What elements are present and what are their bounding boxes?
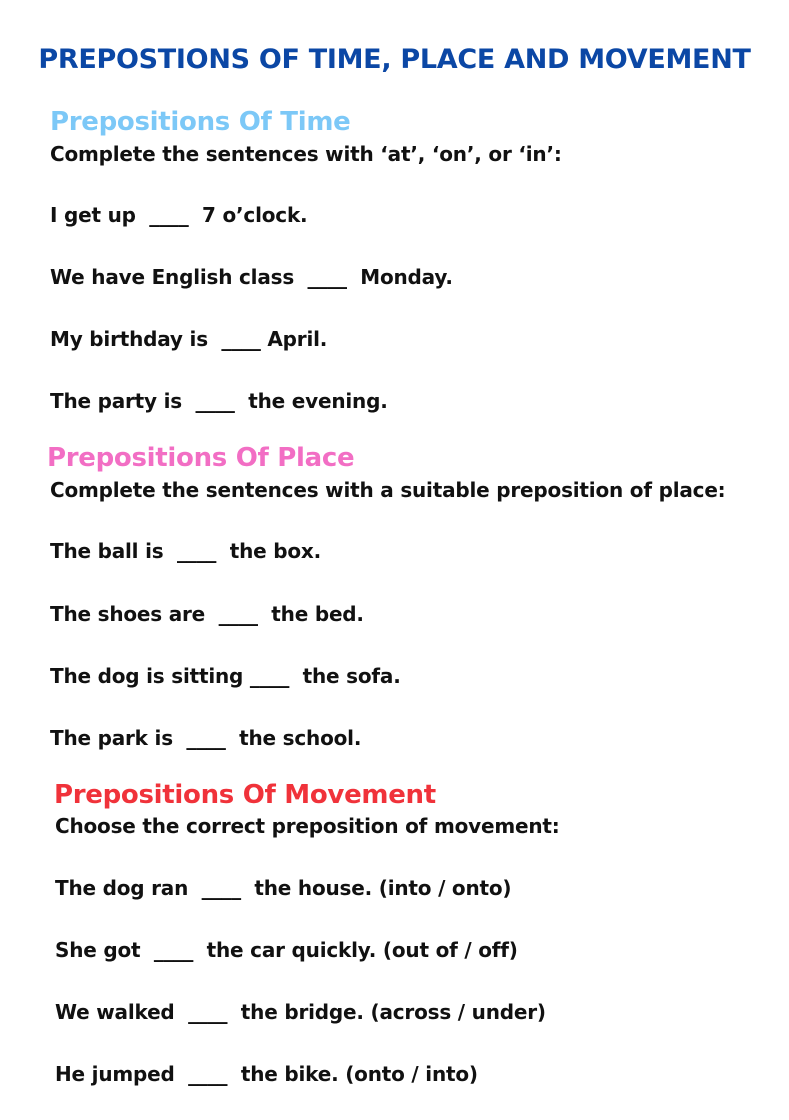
- sentence-place-3: The dog is sitting ____ the sofa.: [50, 664, 401, 688]
- instruction-movement: Choose the correct preposition of movement:: [55, 814, 560, 838]
- sentence-place-4: The park is ____ the school.: [50, 726, 362, 750]
- sentence-place-2: The shoes are ____ the bed.: [50, 602, 364, 626]
- sentence-movement-2: She got ____ the car quickly. (out of / off): [55, 938, 518, 962]
- section-heading-movement: Prepositions Of Movement: [54, 780, 436, 810]
- section-heading-place: Prepositions Of Place: [47, 443, 355, 473]
- instruction-place: Complete the sentences with a suitable preposition of place:: [50, 478, 726, 502]
- sentence-time-4: The party is ____ the evening.: [50, 389, 388, 413]
- page-title: PREPOSTIONS OF TIME, PLACE AND MOVEMENT: [38, 44, 751, 75]
- instruction-time: Complete the sentences with ‘at’, ‘on’, or ‘in’:: [50, 142, 562, 166]
- sentence-movement-3: We walked ____ the bridge. (across / under): [55, 1000, 546, 1024]
- sentence-place-1: The ball is ____ the box.: [50, 539, 321, 563]
- sentence-time-2: We have English class ____ Monday.: [50, 265, 453, 289]
- sentence-movement-1: The dog ran ____ the house. (into / onto): [55, 876, 512, 900]
- sentence-time-1: I get up ____ 7 o’clock.: [50, 203, 308, 227]
- sentence-time-3: My birthday is ____ April.: [50, 327, 328, 351]
- section-heading-time: Prepositions Of Time: [50, 107, 351, 137]
- sentence-movement-4: He jumped ____ the bike. (onto / into): [55, 1062, 478, 1086]
